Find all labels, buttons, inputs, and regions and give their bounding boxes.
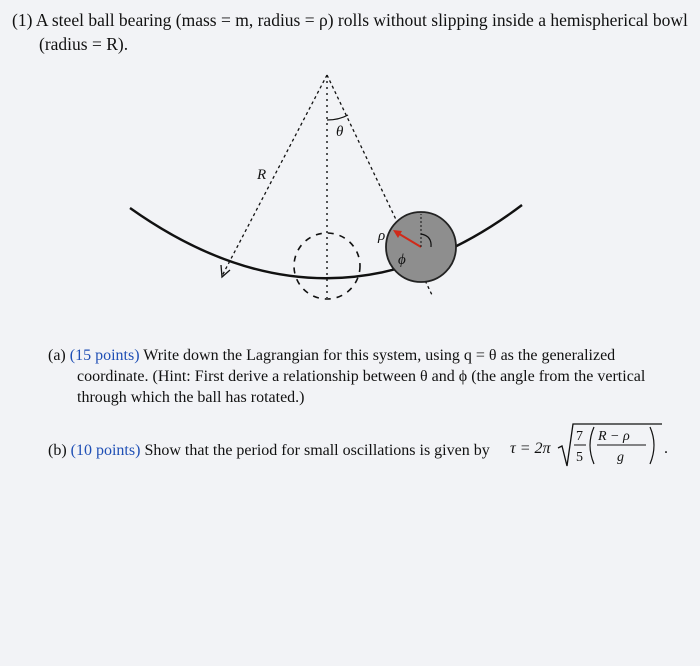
R-label: R (257, 167, 267, 183)
inner-denominator: g (617, 450, 624, 465)
frac-numerator: 7 (576, 429, 583, 444)
dashed-ball-outline (294, 233, 360, 299)
part-a-text3: through which the ball has rotated.) (77, 389, 305, 406)
radius-R-line (222, 75, 327, 276)
part-b-label: (b) (48, 442, 67, 459)
left-paren (590, 427, 594, 464)
part-a-text2: coordinate. (Hint: First derive a relationship between θ and ϕ (the angle from the vertical (77, 368, 646, 385)
phi-label: ϕ (398, 252, 406, 268)
part-b-text: Show that the period for small oscillations is given by (144, 442, 490, 459)
problem-header (12, 8, 692, 56)
bowl-arc (130, 205, 522, 278)
bowl-diagram (0, 60, 700, 320)
part-a-points: (15 points) (69, 347, 140, 364)
part-a-text1: Write down the Lagrangian for this system, using q = θ as the generalized (143, 347, 616, 364)
period-formula (510, 418, 670, 478)
right-paren (650, 427, 654, 464)
rho-label: ρ (378, 228, 386, 244)
formula-tail: . (664, 440, 668, 457)
theta-arc (327, 115, 348, 120)
frac-denominator: 5 (576, 450, 583, 465)
part-a (48, 345, 688, 408)
problem-number: (1) (12, 10, 33, 30)
problem-statement-line2: (radius = R). (39, 34, 129, 54)
radius-R-arrowhead (221, 265, 230, 277)
part-a-label: (a) (48, 347, 66, 364)
inner-numerator: R − ρ (598, 429, 630, 444)
problem-statement-line1: A steel ball bearing (mass = m, radius = ρ) rolls without slipping inside a hemispherical bowl (35, 10, 688, 30)
formula-lhs: τ = 2π (510, 440, 551, 457)
theta-label: θ (336, 124, 344, 140)
part-b-points: (10 points) (70, 442, 141, 459)
